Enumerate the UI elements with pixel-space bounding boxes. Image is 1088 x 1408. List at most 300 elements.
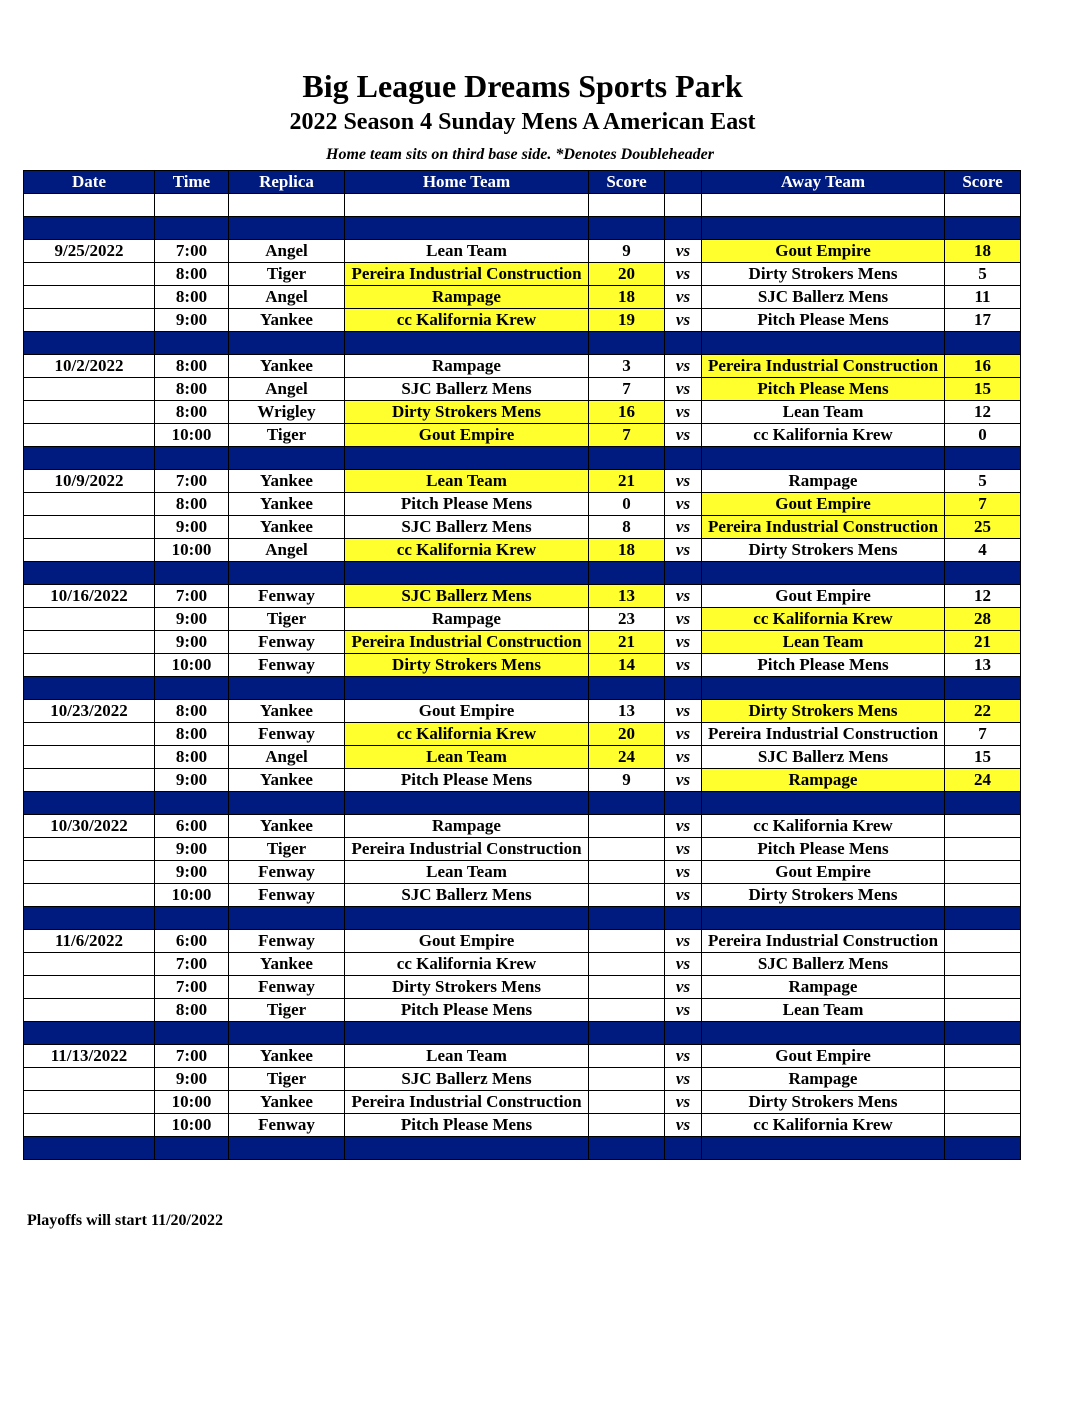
blank-cell xyxy=(589,194,665,217)
game-date xyxy=(24,1091,155,1114)
away-team: SJC Ballerz Mens xyxy=(702,953,945,976)
game-row xyxy=(24,1068,1021,1091)
game-row xyxy=(24,1114,1021,1137)
vs-label: vs xyxy=(665,861,702,884)
game-date: 10/16/2022 xyxy=(24,585,155,608)
separator-cell xyxy=(345,677,589,700)
game-time: 8:00 xyxy=(155,723,229,746)
away-team: cc Kalifornia Krew xyxy=(702,608,945,631)
home-score xyxy=(589,1091,665,1114)
vs-label: vs xyxy=(665,470,702,493)
game-date xyxy=(24,884,155,907)
separator-cell xyxy=(24,562,155,585)
game-replica: Yankee xyxy=(229,470,345,493)
separator-cell xyxy=(589,792,665,815)
away-team: Rampage xyxy=(702,470,945,493)
game-replica: Fenway xyxy=(229,723,345,746)
game-row xyxy=(24,746,1021,769)
vs-label: vs xyxy=(665,355,702,378)
home-team: Gout Empire xyxy=(345,700,589,723)
home-team: Pitch Please Mens xyxy=(345,1114,589,1137)
away-score: 11 xyxy=(945,286,1021,309)
away-team: cc Kalifornia Krew xyxy=(702,424,945,447)
separator-cell xyxy=(945,1022,1021,1045)
game-replica: Yankee xyxy=(229,355,345,378)
schedule-note: Home team sits on third base side. *Denotes Doubleheader xyxy=(326,146,714,163)
game-time: 8:00 xyxy=(155,700,229,723)
game-date xyxy=(24,746,155,769)
game-time: 7:00 xyxy=(155,585,229,608)
home-team: Lean Team xyxy=(345,470,589,493)
away-team: Gout Empire xyxy=(702,493,945,516)
game-row xyxy=(24,976,1021,999)
game-time: 9:00 xyxy=(155,631,229,654)
game-date xyxy=(24,378,155,401)
game-replica: Tiger xyxy=(229,263,345,286)
game-time: 7:00 xyxy=(155,470,229,493)
separator-cell xyxy=(155,332,229,355)
home-score: 13 xyxy=(589,585,665,608)
away-team: Dirty Strokers Mens xyxy=(702,700,945,723)
away-score xyxy=(945,838,1021,861)
game-row xyxy=(24,516,1021,539)
game-time: 8:00 xyxy=(155,493,229,516)
separator-cell xyxy=(229,447,345,470)
home-score xyxy=(589,976,665,999)
separator-cell xyxy=(945,677,1021,700)
separator-cell xyxy=(945,907,1021,930)
home-team: SJC Ballerz Mens xyxy=(345,516,589,539)
away-score: 21 xyxy=(945,631,1021,654)
game-date xyxy=(24,401,155,424)
home-score xyxy=(589,884,665,907)
away-score xyxy=(945,815,1021,838)
game-date: 10/23/2022 xyxy=(24,700,155,723)
game-row xyxy=(24,654,1021,677)
game-replica: Fenway xyxy=(229,631,345,654)
game-date xyxy=(24,263,155,286)
game-date: 11/13/2022 xyxy=(24,1045,155,1068)
blank-row xyxy=(24,194,1021,217)
game-row xyxy=(24,815,1021,838)
away-score: 4 xyxy=(945,539,1021,562)
game-row xyxy=(24,930,1021,953)
col-header-away-team: Away Team xyxy=(702,171,945,194)
game-date: 11/6/2022 xyxy=(24,930,155,953)
game-replica: Tiger xyxy=(229,424,345,447)
home-team: cc Kalifornia Krew xyxy=(345,309,589,332)
game-time: 9:00 xyxy=(155,861,229,884)
home-team: Lean Team xyxy=(345,861,589,884)
col-header-away-score: Score xyxy=(945,171,1021,194)
game-time: 8:00 xyxy=(155,746,229,769)
game-replica: Fenway xyxy=(229,1114,345,1137)
separator-row xyxy=(24,907,1021,930)
game-time: 8:00 xyxy=(155,286,229,309)
game-time: 8:00 xyxy=(155,401,229,424)
away-score: 22 xyxy=(945,700,1021,723)
separator-cell xyxy=(229,217,345,240)
game-date: 10/2/2022 xyxy=(24,355,155,378)
game-replica: Angel xyxy=(229,539,345,562)
game-row xyxy=(24,424,1021,447)
away-team: Pitch Please Mens xyxy=(702,838,945,861)
game-time: 9:00 xyxy=(155,1068,229,1091)
away-score xyxy=(945,884,1021,907)
separator-cell xyxy=(945,217,1021,240)
separator-cell xyxy=(155,1022,229,1045)
game-time: 9:00 xyxy=(155,608,229,631)
home-team: cc Kalifornia Krew xyxy=(345,723,589,746)
separator-cell xyxy=(702,1137,945,1160)
home-team: Dirty Strokers Mens xyxy=(345,976,589,999)
game-date xyxy=(24,516,155,539)
game-row xyxy=(24,999,1021,1022)
vs-label: vs xyxy=(665,608,702,631)
game-replica: Fenway xyxy=(229,654,345,677)
separator-cell xyxy=(155,447,229,470)
separator-cell xyxy=(345,562,589,585)
game-time: 10:00 xyxy=(155,424,229,447)
game-row xyxy=(24,838,1021,861)
separator-cell xyxy=(945,332,1021,355)
home-score: 20 xyxy=(589,263,665,286)
game-date xyxy=(24,999,155,1022)
home-score: 0 xyxy=(589,493,665,516)
separator-cell xyxy=(589,677,665,700)
separator-cell xyxy=(702,907,945,930)
home-score xyxy=(589,1114,665,1137)
away-score: 5 xyxy=(945,470,1021,493)
home-score: 24 xyxy=(589,746,665,769)
separator-row xyxy=(24,1022,1021,1045)
game-date xyxy=(24,309,155,332)
away-score: 18 xyxy=(945,240,1021,263)
col-header-vs xyxy=(665,171,702,194)
separator-row xyxy=(24,677,1021,700)
away-team: Dirty Strokers Mens xyxy=(702,884,945,907)
away-score xyxy=(945,1068,1021,1091)
game-replica: Tiger xyxy=(229,1068,345,1091)
game-date xyxy=(24,539,155,562)
game-time: 8:00 xyxy=(155,263,229,286)
vs-label: vs xyxy=(665,723,702,746)
game-replica: Yankee xyxy=(229,516,345,539)
game-date xyxy=(24,723,155,746)
game-replica: Angel xyxy=(229,746,345,769)
vs-label: vs xyxy=(665,769,702,792)
home-team: Rampage xyxy=(345,286,589,309)
blank-cell xyxy=(345,194,589,217)
game-date xyxy=(24,424,155,447)
separator-row xyxy=(24,792,1021,815)
home-team: Dirty Strokers Mens xyxy=(345,401,589,424)
separator-cell xyxy=(155,907,229,930)
game-time: 9:00 xyxy=(155,769,229,792)
home-score xyxy=(589,930,665,953)
separator-cell xyxy=(229,1022,345,1045)
home-score: 18 xyxy=(589,286,665,309)
away-score: 12 xyxy=(945,401,1021,424)
game-row xyxy=(24,1045,1021,1068)
away-score: 25 xyxy=(945,516,1021,539)
game-time: 9:00 xyxy=(155,516,229,539)
home-score: 21 xyxy=(589,631,665,654)
separator-cell xyxy=(229,332,345,355)
home-team: Pitch Please Mens xyxy=(345,999,589,1022)
away-team: Lean Team xyxy=(702,999,945,1022)
away-score: 13 xyxy=(945,654,1021,677)
game-row xyxy=(24,723,1021,746)
away-score xyxy=(945,953,1021,976)
away-team: Gout Empire xyxy=(702,861,945,884)
separator-cell xyxy=(702,677,945,700)
home-score: 3 xyxy=(589,355,665,378)
separator-cell xyxy=(665,447,702,470)
game-row xyxy=(24,631,1021,654)
home-team: Dirty Strokers Mens xyxy=(345,654,589,677)
game-replica: Yankee xyxy=(229,309,345,332)
game-row xyxy=(24,539,1021,562)
home-score: 13 xyxy=(589,700,665,723)
game-replica: Yankee xyxy=(229,493,345,516)
blank-cell xyxy=(155,194,229,217)
vs-label: vs xyxy=(665,930,702,953)
separator-row xyxy=(24,562,1021,585)
home-team: SJC Ballerz Mens xyxy=(345,585,589,608)
home-score: 14 xyxy=(589,654,665,677)
game-replica: Yankee xyxy=(229,769,345,792)
away-score: 16 xyxy=(945,355,1021,378)
away-score xyxy=(945,930,1021,953)
home-score: 9 xyxy=(589,769,665,792)
vs-label: vs xyxy=(665,700,702,723)
home-score: 8 xyxy=(589,516,665,539)
home-team: Rampage xyxy=(345,815,589,838)
separator-cell xyxy=(589,907,665,930)
game-time: 7:00 xyxy=(155,240,229,263)
away-team: Pitch Please Mens xyxy=(702,378,945,401)
home-score xyxy=(589,999,665,1022)
home-team: Pitch Please Mens xyxy=(345,493,589,516)
away-team: Lean Team xyxy=(702,631,945,654)
separator-cell xyxy=(665,1022,702,1045)
home-team: Lean Team xyxy=(345,746,589,769)
game-replica: Tiger xyxy=(229,608,345,631)
away-score: 15 xyxy=(945,378,1021,401)
col-header-time: Time xyxy=(155,171,229,194)
home-score: 7 xyxy=(589,378,665,401)
game-date xyxy=(24,1068,155,1091)
game-replica: Fenway xyxy=(229,884,345,907)
blank-cell xyxy=(665,194,702,217)
away-score: 24 xyxy=(945,769,1021,792)
game-row xyxy=(24,355,1021,378)
away-team: Pereira Industrial Construction xyxy=(702,930,945,953)
home-team: Lean Team xyxy=(345,240,589,263)
game-date xyxy=(24,286,155,309)
away-team: Pereira Industrial Construction xyxy=(702,516,945,539)
separator-row xyxy=(24,1137,1021,1160)
home-team: SJC Ballerz Mens xyxy=(345,378,589,401)
separator-cell xyxy=(665,332,702,355)
home-team: Pitch Please Mens xyxy=(345,769,589,792)
game-time: 8:00 xyxy=(155,378,229,401)
vs-label: vs xyxy=(665,976,702,999)
game-row xyxy=(24,240,1021,263)
game-time: 7:00 xyxy=(155,1045,229,1068)
vs-label: vs xyxy=(665,516,702,539)
game-time: 9:00 xyxy=(155,838,229,861)
separator-cell xyxy=(24,677,155,700)
home-score xyxy=(589,815,665,838)
vs-label: vs xyxy=(665,838,702,861)
blank-cell xyxy=(24,194,155,217)
separator-cell xyxy=(345,332,589,355)
game-date: 10/9/2022 xyxy=(24,470,155,493)
vs-label: vs xyxy=(665,539,702,562)
home-score: 20 xyxy=(589,723,665,746)
away-team: Gout Empire xyxy=(702,1045,945,1068)
home-team: Lean Team xyxy=(345,1045,589,1068)
col-header-date: Date xyxy=(24,171,155,194)
separator-cell xyxy=(589,1022,665,1045)
vs-label: vs xyxy=(665,631,702,654)
separator-row xyxy=(24,332,1021,355)
vs-label: vs xyxy=(665,1045,702,1068)
away-score xyxy=(945,861,1021,884)
away-score: 15 xyxy=(945,746,1021,769)
home-team: Rampage xyxy=(345,355,589,378)
separator-cell xyxy=(702,1022,945,1045)
col-header-replica: Replica xyxy=(229,171,345,194)
col-header-home-team: Home Team xyxy=(345,171,589,194)
game-replica: Yankee xyxy=(229,1091,345,1114)
home-score xyxy=(589,861,665,884)
home-score xyxy=(589,1045,665,1068)
home-team: cc Kalifornia Krew xyxy=(345,539,589,562)
away-team: cc Kalifornia Krew xyxy=(702,1114,945,1137)
away-team: cc Kalifornia Krew xyxy=(702,815,945,838)
game-row xyxy=(24,286,1021,309)
home-score: 16 xyxy=(589,401,665,424)
separator-cell xyxy=(155,562,229,585)
header-row xyxy=(24,171,1021,194)
game-time: 10:00 xyxy=(155,654,229,677)
separator-cell xyxy=(229,562,345,585)
game-time: 7:00 xyxy=(155,953,229,976)
vs-label: vs xyxy=(665,401,702,424)
away-score: 7 xyxy=(945,493,1021,516)
game-time: 8:00 xyxy=(155,355,229,378)
home-team: Pereira Industrial Construction xyxy=(345,631,589,654)
separator-cell xyxy=(229,677,345,700)
vs-label: vs xyxy=(665,1091,702,1114)
home-score xyxy=(589,838,665,861)
away-score: 28 xyxy=(945,608,1021,631)
game-row xyxy=(24,263,1021,286)
vs-label: vs xyxy=(665,309,702,332)
vs-label: vs xyxy=(665,654,702,677)
away-score xyxy=(945,999,1021,1022)
away-team: SJC Ballerz Mens xyxy=(702,746,945,769)
game-replica: Fenway xyxy=(229,861,345,884)
game-time: 6:00 xyxy=(155,930,229,953)
vs-label: vs xyxy=(665,815,702,838)
separator-row xyxy=(24,217,1021,240)
game-date xyxy=(24,631,155,654)
game-row xyxy=(24,493,1021,516)
vs-label: vs xyxy=(665,378,702,401)
home-team: Pereira Industrial Construction xyxy=(345,263,589,286)
away-score: 0 xyxy=(945,424,1021,447)
home-score: 9 xyxy=(589,240,665,263)
game-date xyxy=(24,654,155,677)
separator-cell xyxy=(24,217,155,240)
away-score xyxy=(945,976,1021,999)
game-time: 9:00 xyxy=(155,309,229,332)
separator-cell xyxy=(665,562,702,585)
game-row xyxy=(24,608,1021,631)
separator-cell xyxy=(345,1137,589,1160)
game-date xyxy=(24,1114,155,1137)
vs-label: vs xyxy=(665,585,702,608)
game-date xyxy=(24,976,155,999)
vs-label: vs xyxy=(665,1068,702,1091)
home-team: cc Kalifornia Krew xyxy=(345,953,589,976)
separator-cell xyxy=(589,562,665,585)
game-row xyxy=(24,953,1021,976)
separator-cell xyxy=(24,907,155,930)
away-team: Rampage xyxy=(702,976,945,999)
game-row xyxy=(24,378,1021,401)
vs-label: vs xyxy=(665,999,702,1022)
vs-label: vs xyxy=(665,953,702,976)
separator-cell xyxy=(155,792,229,815)
separator-cell xyxy=(702,217,945,240)
game-date xyxy=(24,838,155,861)
home-team: Gout Empire xyxy=(345,930,589,953)
away-team: Rampage xyxy=(702,1068,945,1091)
away-team: Pitch Please Mens xyxy=(702,654,945,677)
separator-cell xyxy=(24,1022,155,1045)
separator-cell xyxy=(24,332,155,355)
game-replica: Wrigley xyxy=(229,401,345,424)
separator-cell xyxy=(702,562,945,585)
home-team: SJC Ballerz Mens xyxy=(345,884,589,907)
away-score: 12 xyxy=(945,585,1021,608)
separator-cell xyxy=(24,1137,155,1160)
blank-cell xyxy=(945,194,1021,217)
vs-label: vs xyxy=(665,286,702,309)
game-time: 10:00 xyxy=(155,1091,229,1114)
separator-cell xyxy=(945,792,1021,815)
home-score: 18 xyxy=(589,539,665,562)
separator-cell xyxy=(665,907,702,930)
separator-cell xyxy=(589,217,665,240)
game-date: 10/30/2022 xyxy=(24,815,155,838)
game-replica: Yankee xyxy=(229,953,345,976)
game-row xyxy=(24,700,1021,723)
away-score: 7 xyxy=(945,723,1021,746)
game-date xyxy=(24,769,155,792)
game-replica: Yankee xyxy=(229,700,345,723)
separator-cell xyxy=(589,1137,665,1160)
game-replica: Fenway xyxy=(229,976,345,999)
game-date xyxy=(24,608,155,631)
separator-cell xyxy=(665,1137,702,1160)
home-score: 21 xyxy=(589,470,665,493)
